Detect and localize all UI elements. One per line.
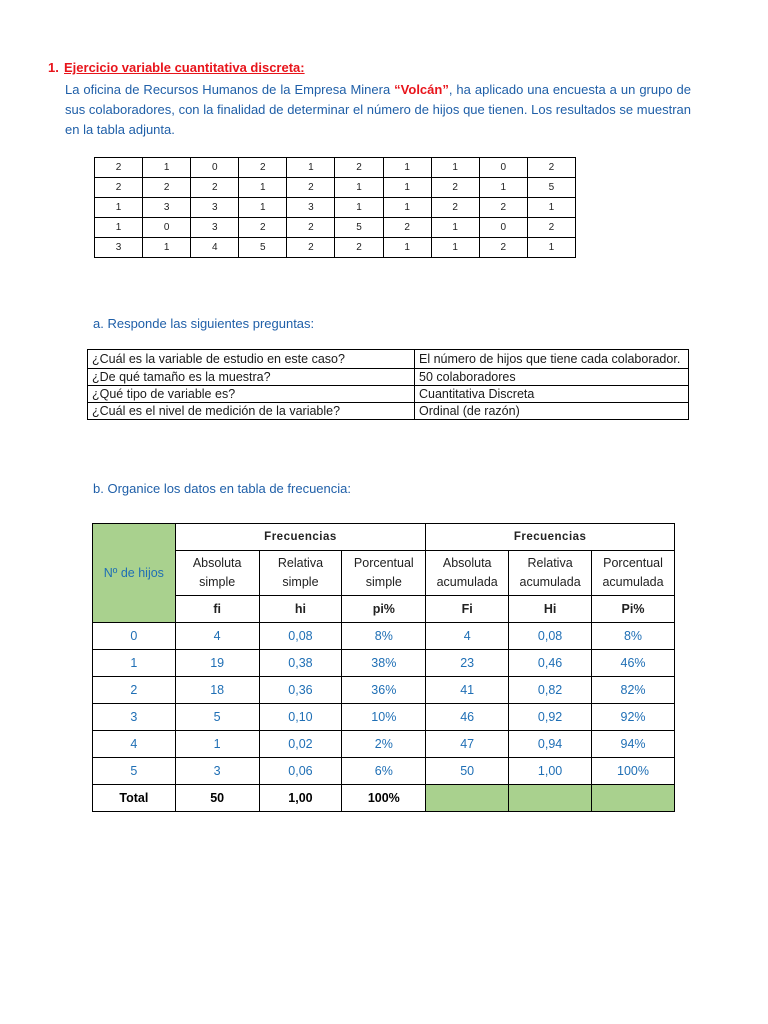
data-cell: 0 [479, 218, 527, 238]
question-cell: ¿Qué tipo de variable es? [88, 386, 415, 403]
data-cell: 1 [431, 238, 479, 258]
table-row [93, 551, 675, 596]
exercise-title-text: Ejercicio variable cuantitativa discreta: [64, 60, 305, 75]
data-cell: 2% [342, 731, 426, 758]
sub-header-cell: Relativa simple [259, 551, 342, 596]
data-cell: 1 [175, 731, 259, 758]
data-cell: 5 [239, 238, 287, 258]
data-cell: 8% [342, 623, 426, 650]
data-cell: 82% [592, 677, 675, 704]
data-cell: 0,94 [509, 731, 592, 758]
data-cell: 1 [239, 178, 287, 198]
data-cell: 0,02 [259, 731, 342, 758]
table-row [88, 403, 689, 420]
data-cell: 18 [175, 677, 259, 704]
data-cell: 1 [143, 238, 191, 258]
data-cell: 1 [431, 218, 479, 238]
data-cell: 3 [143, 198, 191, 218]
data-cell: 1 [239, 198, 287, 218]
data-cell: 1 [143, 158, 191, 178]
data-cell: 1 [93, 650, 176, 677]
data-cell: 2 [287, 218, 335, 238]
data-cell: 23 [426, 650, 509, 677]
table-row [88, 350, 689, 369]
sub-header-cell: Absoluta simple [175, 551, 259, 596]
data-cell: 3 [191, 218, 239, 238]
data-cell: 4 [93, 731, 176, 758]
total-label: Total [93, 785, 176, 812]
empty-green-cell [426, 785, 509, 812]
data-cell: 0 [479, 158, 527, 178]
answer-cell: Cuantitativa Discreta [415, 386, 689, 403]
data-cell: 1 [95, 198, 143, 218]
data-cell: 0,92 [509, 704, 592, 731]
data-cell: 3 [191, 198, 239, 218]
data-cell: 38% [342, 650, 426, 677]
answer-cell: El número de hijos que tiene cada colaborador. [415, 350, 689, 369]
data-cell: 2 [95, 158, 143, 178]
data-cell: 0,10 [259, 704, 342, 731]
data-cell: 5 [93, 758, 176, 785]
table-row [88, 369, 689, 386]
table-row [93, 623, 675, 650]
data-cell: 5 [175, 704, 259, 731]
symbol-cell: fi [175, 596, 259, 623]
data-cell: 1 [527, 198, 575, 218]
data-cell: 0,08 [509, 623, 592, 650]
intro-text-1: La oficina de Recursos Humanos de la Empresa Minera [65, 82, 395, 97]
data-cell: 0 [93, 623, 176, 650]
raw-data-table [94, 157, 576, 258]
table-row [93, 704, 675, 731]
data-cell: 2 [239, 218, 287, 238]
total-cell: 50 [175, 785, 259, 812]
data-cell: 3 [93, 704, 176, 731]
data-cell: 36% [342, 677, 426, 704]
data-cell: 3 [287, 198, 335, 218]
data-cell: 2 [191, 178, 239, 198]
data-cell: 2 [239, 158, 287, 178]
exercise-number: 1. [48, 60, 59, 75]
empty-green-cell [509, 785, 592, 812]
data-cell: 1 [335, 198, 383, 218]
section-a-heading: a. Responde las siguientes preguntas: [93, 316, 315, 331]
data-cell: 47 [426, 731, 509, 758]
data-cell: 1 [383, 178, 431, 198]
sub-header-cell: Porcentual acumulada [592, 551, 675, 596]
table-row [93, 596, 675, 623]
data-cell: 46 [426, 704, 509, 731]
question-cell: ¿Cuál es el nivel de medición de la variable? [88, 403, 415, 420]
data-cell: 5 [527, 178, 575, 198]
data-cell: 1 [479, 178, 527, 198]
data-cell: 2 [527, 158, 575, 178]
symbol-cell: hi [259, 596, 342, 623]
data-cell: 0 [191, 158, 239, 178]
data-cell: 0,46 [509, 650, 592, 677]
total-cell: 1,00 [259, 785, 342, 812]
answer-cell: Ordinal (de razón) [415, 403, 689, 420]
data-cell: 1 [383, 198, 431, 218]
table-row [95, 238, 576, 258]
table-row [88, 386, 689, 403]
data-cell: 2 [287, 238, 335, 258]
table-row [93, 758, 675, 785]
symbol-cell: Fi [426, 596, 509, 623]
total-row [93, 785, 675, 812]
data-cell: 1 [383, 158, 431, 178]
data-cell: 8% [592, 623, 675, 650]
data-cell: 2 [479, 198, 527, 218]
exercise-title [48, 60, 305, 75]
company-name: “Volcán” [394, 82, 449, 97]
data-cell: 5 [335, 218, 383, 238]
data-cell: 3 [95, 238, 143, 258]
data-cell: 0,82 [509, 677, 592, 704]
data-cell: 2 [527, 218, 575, 238]
frequency-table [92, 523, 675, 812]
data-cell: 2 [431, 178, 479, 198]
empty-green-cell [592, 785, 675, 812]
answer-cell: 50 colaboradores [415, 369, 689, 386]
data-cell: 2 [335, 238, 383, 258]
data-cell: 2 [335, 158, 383, 178]
data-cell: 2 [383, 218, 431, 238]
table-row [95, 218, 576, 238]
data-cell: 92% [592, 704, 675, 731]
table-row [93, 677, 675, 704]
total-cell: 100% [342, 785, 426, 812]
data-cell: 2 [479, 238, 527, 258]
data-cell: 1,00 [509, 758, 592, 785]
intro-paragraph [65, 80, 691, 140]
data-cell: 0,38 [259, 650, 342, 677]
data-cell: 2 [143, 178, 191, 198]
data-cell: 10% [342, 704, 426, 731]
symbol-cell: pi% [342, 596, 426, 623]
data-cell: 41 [426, 677, 509, 704]
table-row [93, 731, 675, 758]
data-cell: 0,36 [259, 677, 342, 704]
data-cell: 1 [335, 178, 383, 198]
data-cell: 2 [93, 677, 176, 704]
table-row [95, 178, 576, 198]
sub-header-cell: Absoluta acumulada [426, 551, 509, 596]
data-cell: 4 [426, 623, 509, 650]
data-cell: 0,08 [259, 623, 342, 650]
question-cell: ¿Cuál es la variable de estudio en este caso? [88, 350, 415, 369]
questions-table [87, 349, 689, 420]
data-cell: 94% [592, 731, 675, 758]
data-cell: 19 [175, 650, 259, 677]
data-cell: 46% [592, 650, 675, 677]
var-header-cell: Nº de hijos [93, 524, 176, 623]
data-cell: 1 [527, 238, 575, 258]
symbol-cell: Hi [509, 596, 592, 623]
data-cell: 50 [426, 758, 509, 785]
data-cell: 2 [95, 178, 143, 198]
data-cell: 1 [287, 158, 335, 178]
data-cell: 2 [431, 198, 479, 218]
data-cell: 1 [431, 158, 479, 178]
symbol-cell: Pi% [592, 596, 675, 623]
section-b-heading: b. Organice los datos en tabla de frecuencia: [93, 481, 351, 496]
data-cell: 2 [287, 178, 335, 198]
data-cell: 0,06 [259, 758, 342, 785]
sub-header-cell: Relativa acumulada [509, 551, 592, 596]
intro-text-2: , ha aplicado una encuesta a un grupo de sus colaboradores, con la finalidad de determinar el número de hijos que tienen. Los resultados se muestran en la tabla adjunta. [65, 82, 691, 137]
data-cell: 6% [342, 758, 426, 785]
data-cell: 3 [175, 758, 259, 785]
sub-header-cell: Porcentual simple [342, 551, 426, 596]
table-row [95, 198, 576, 218]
data-cell: 1 [383, 238, 431, 258]
group-header-simple: Frecuencias [175, 524, 426, 551]
data-cell: 4 [191, 238, 239, 258]
data-cell: 4 [175, 623, 259, 650]
table-row [93, 524, 675, 551]
data-cell: 100% [592, 758, 675, 785]
data-cell: 1 [95, 218, 143, 238]
table-row [93, 650, 675, 677]
table-row [95, 158, 576, 178]
data-cell: 0 [143, 218, 191, 238]
question-cell: ¿De qué tamaño es la muestra? [88, 369, 415, 386]
group-header-cumulative: Frecuencias [426, 524, 675, 551]
